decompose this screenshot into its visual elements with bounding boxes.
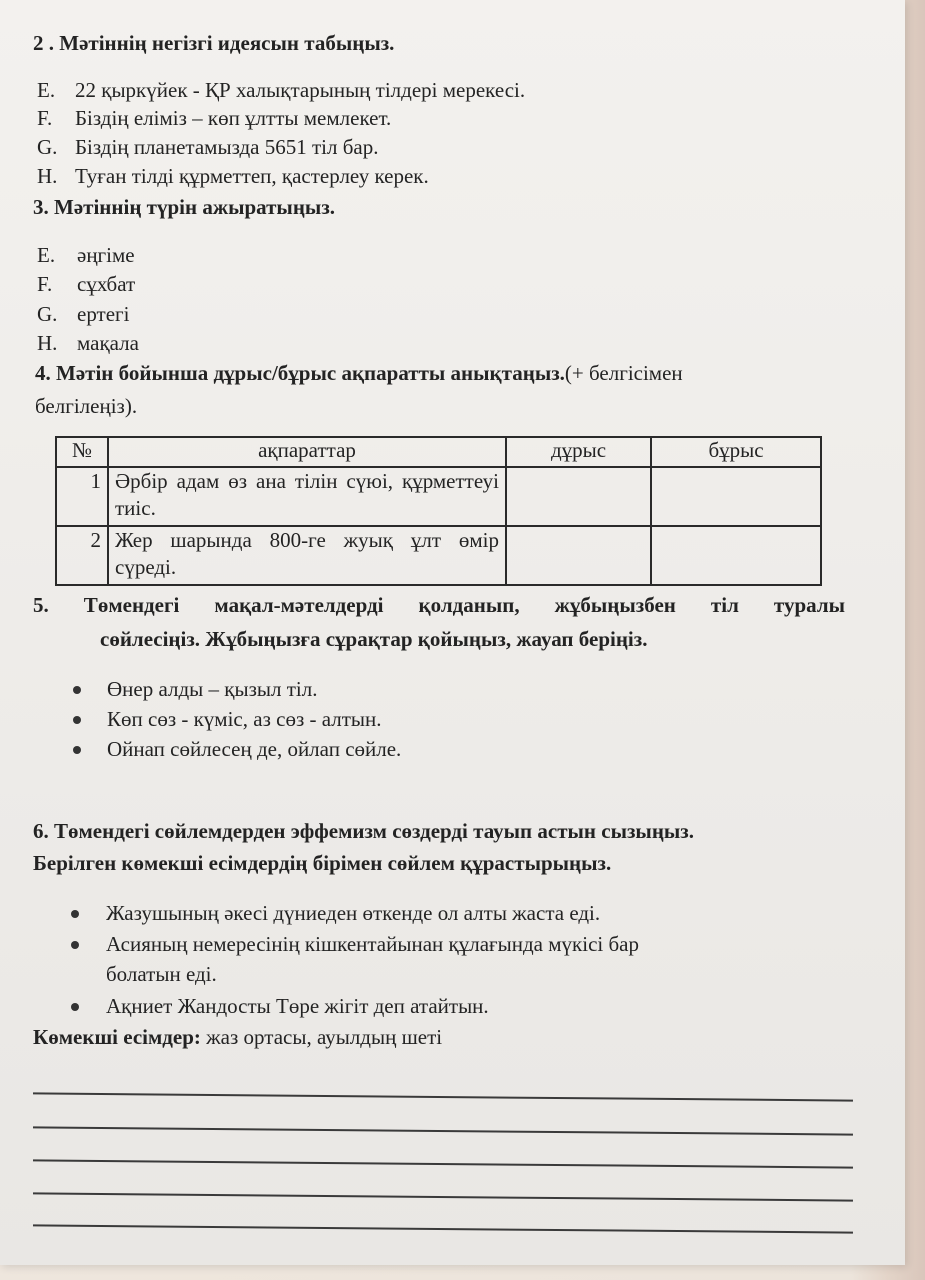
q3-option-g-text: ертегі — [77, 302, 130, 326]
helper-words-label: Көмекші есімдер: — [33, 1025, 201, 1049]
q3-option-g-letter: G. — [37, 302, 58, 326]
info-table — [55, 436, 822, 586]
q3-option-e-letter: E. — [37, 243, 56, 267]
table-row — [56, 467, 821, 526]
row-number: 2 — [56, 526, 108, 585]
q3-option-h-text: мақала — [77, 331, 139, 355]
header-incorrect: бұрыс — [651, 437, 821, 467]
q5-proverb: Көп сөз - күміс, аз сөз - алтын. — [107, 707, 382, 731]
q6-sentence-cont: болатын еді. — [106, 962, 217, 986]
q2-title: 2 . Мәтіннің негізгі идеясын табыңыз. — [33, 31, 395, 55]
q6-title-line1: 6. Төмендегі сөйлемдерден эффемизм сөздерді тауып астын сызыңыз. — [33, 819, 694, 843]
answer-line[interactable] — [33, 1192, 853, 1201]
helper-words — [33, 1024, 442, 1050]
q3-option-f-text: сұхбат — [77, 272, 136, 296]
answer-line[interactable] — [33, 1092, 853, 1101]
q3-option-f-letter: F. — [37, 272, 53, 296]
q2-option-e-text: 22 қыркүйек - ҚР халықтарының тілдері мерекесі. — [75, 78, 526, 102]
q6-sentence: Асияның немересінің кішкентайынан құлағында мүкісі бар — [106, 932, 639, 956]
q3-option-e-text: әңгіме — [77, 243, 135, 267]
table-row — [56, 526, 821, 585]
bullet-icon — [73, 716, 81, 724]
q2-option-h-text: Туған тілді құрметтеп, қастерлеу керек. — [75, 164, 429, 188]
q2-option-f-text: Біздің еліміз – көп ұлтты мемлекет. — [75, 106, 392, 130]
row-number: 1 — [56, 467, 108, 526]
helper-words-text: жаз ортасы, ауылдың шеті — [200, 1025, 443, 1049]
q3-option-h-letter: H. — [37, 331, 58, 355]
q2-option-e-letter: E. — [37, 78, 56, 102]
q4-title-line2: белгілеңіз). — [35, 394, 138, 418]
answer-line[interactable] — [33, 1159, 853, 1168]
answer-line[interactable] — [33, 1224, 853, 1233]
q4-title-bold: 4. Мәтін бойынша дұрыс/бұрыс ақпаратты анықтаңыз. — [35, 361, 565, 385]
q5-title-line1: 5. Төмендегі мақал-мәтелдерді қолданып, жұбыңызбен тіл туралы — [33, 593, 845, 617]
answer-cell-incorrect[interactable] — [651, 526, 821, 585]
answer-cell-correct[interactable] — [506, 526, 651, 585]
bullet-icon — [73, 746, 81, 754]
q6-sentence: Ақниет Жандосты Төре жігіт деп атайтын. — [106, 994, 489, 1018]
answer-line[interactable] — [33, 1126, 853, 1135]
q2-option-f-letter: F. — [37, 106, 53, 130]
q6-sentence: Жазушының әкесі дүниеден өткенде ол алты жаста еді. — [106, 901, 601, 925]
q5-proverb: Ойнап сөйлесең де, ойлап сөйле. — [107, 737, 402, 761]
q2-option-g-letter: G. — [37, 135, 58, 159]
header-number: № — [56, 437, 108, 467]
q3-title: 3. Мәтіннің түрін ажыратыңыз. — [33, 195, 336, 219]
answer-cell-correct[interactable] — [506, 467, 651, 526]
q4-title — [35, 360, 683, 386]
header-info: ақпараттар — [108, 437, 506, 467]
q5-proverb: Өнер алды – қызыл тіл. — [107, 677, 318, 701]
answer-cell-incorrect[interactable] — [651, 467, 821, 526]
q2-option-g-text: Біздің планетамызда 5651 тіл бар. — [75, 135, 379, 159]
table-header-row — [56, 437, 821, 467]
bullet-icon — [71, 941, 79, 949]
q2-option-h-letter: H. — [37, 164, 58, 188]
q5-title-line2: сөйлесіңіз. Жұбыңызға сұрақтар қойыңыз, жауап беріңіз. — [100, 627, 648, 651]
bullet-icon — [71, 910, 79, 918]
q6-title-line2: Берілген көмекші есімдердің бірімен сөйлем құрастырыңыз. — [33, 851, 612, 875]
bullet-icon — [73, 686, 81, 694]
row-statement: Жер шарында 800-ге жуық ұлт өмір сүреді. — [108, 526, 506, 585]
bullet-icon — [71, 1003, 79, 1011]
header-correct: дұрыс — [506, 437, 651, 467]
q4-title-normal: (+ белгісімен — [564, 361, 683, 385]
row-statement: Әрбір адам өз ана тілін сүюі, құрметтеуі тиіс. — [108, 467, 506, 526]
